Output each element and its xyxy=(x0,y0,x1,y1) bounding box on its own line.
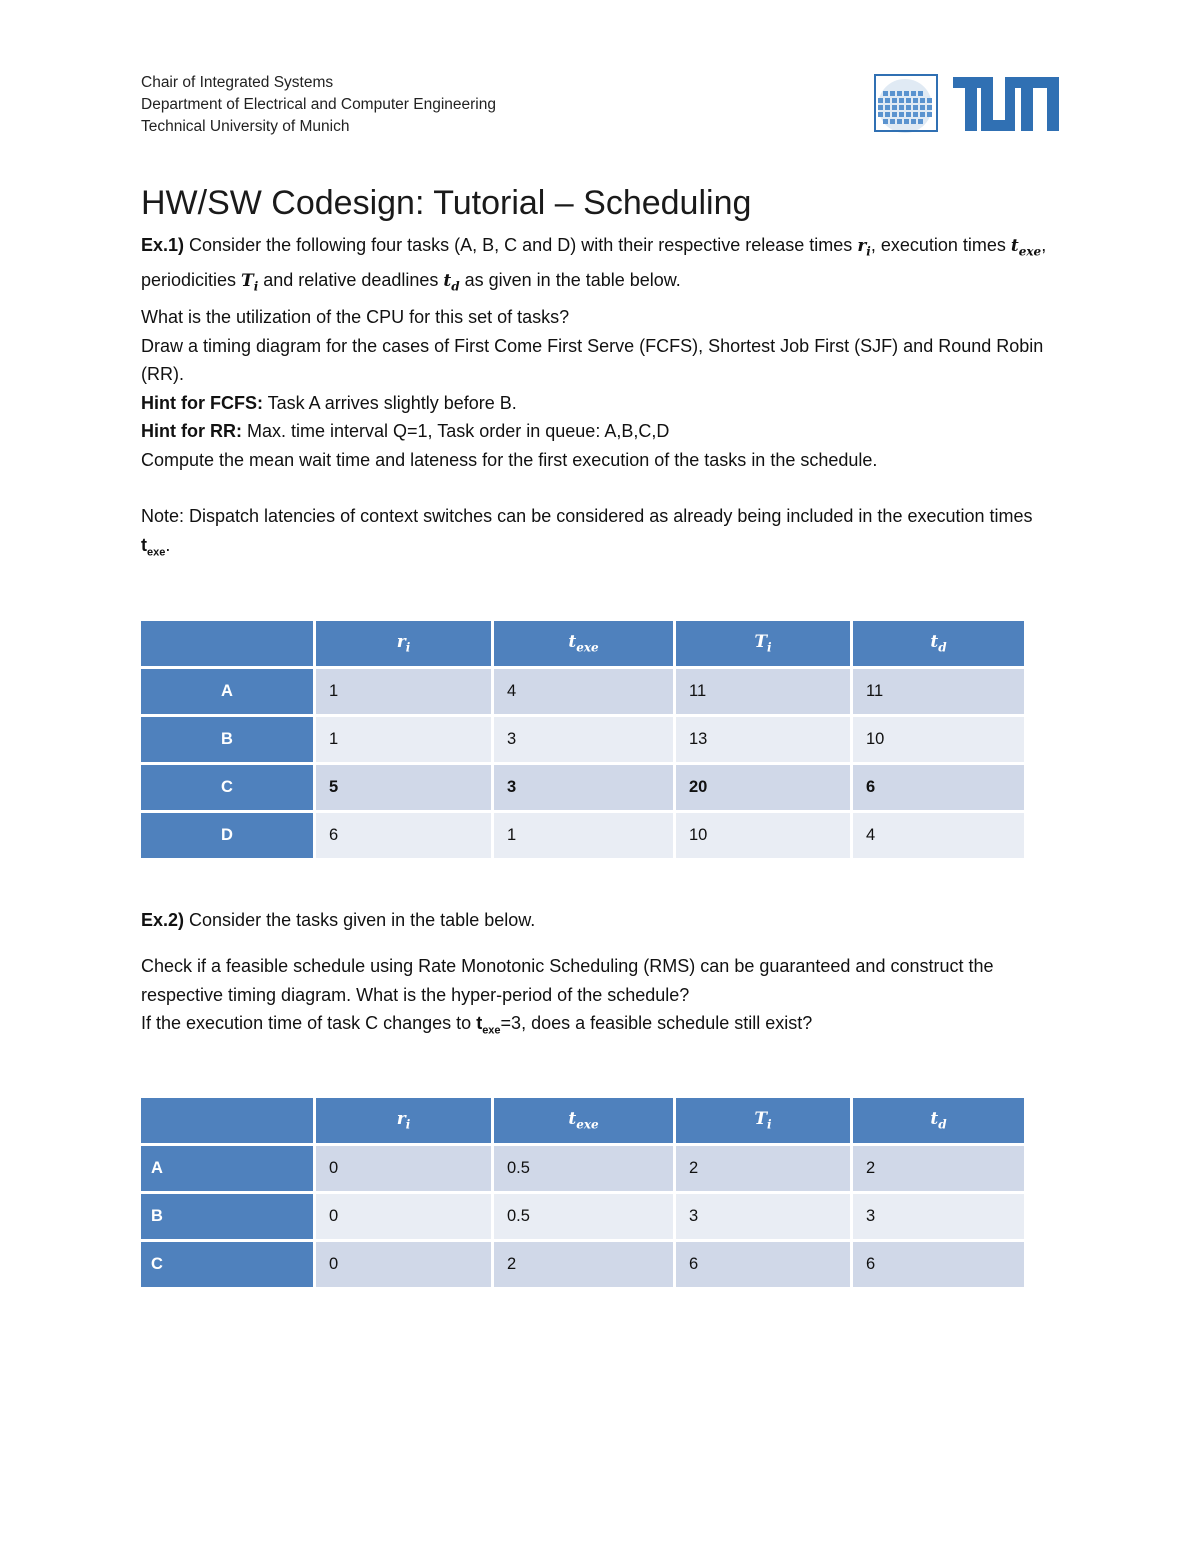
ex2-question-feasible: If the execution time of task C changes to $t_{exe}=3$, does a feasible schedule still exist? xyxy=(141,1013,813,1037)
execution-time-symbol: $t_{exe}$ xyxy=(1010,236,1042,259)
cell-exe: 1 xyxy=(494,813,673,858)
ex2-intro: Ex.2) Consider the tasks given in the table below. xyxy=(141,910,536,930)
cell-exe: 0.5 xyxy=(494,1194,673,1239)
ex1-question-timing: Draw a timing diagram for the cases of First Come First Serve (FCFS), Shortest Job First (SJF) and Round Robin (RR). xyxy=(141,335,1044,384)
ex1-note: Note: Dispatch latencies of context switches can be considered as already being included in the execution times $t_{exe}$. xyxy=(141,506,1033,559)
header-line-chair: Chair of Integrated Systems xyxy=(141,74,334,91)
row-label: A xyxy=(141,1146,313,1191)
cell-release: 0 xyxy=(316,1146,491,1191)
ex1-intro-text-c: , periodicities xyxy=(141,235,1047,290)
row-label: B xyxy=(141,1194,313,1239)
ex1-questions xyxy=(141,303,1051,474)
ex1-hint-rr: Hint for RR: Max. time interval Q=1, Task order in queue: A,B,C,D xyxy=(141,421,670,441)
header-period: $T_i$ xyxy=(676,621,850,666)
header-deadline: $t_d$ xyxy=(853,1098,1024,1143)
cell-exe: 3 xyxy=(494,717,673,762)
header-execution-time: $t_{exe}$ xyxy=(494,621,673,666)
table-header-row xyxy=(141,621,1024,666)
ex2-questions xyxy=(141,952,1051,1045)
cell-deadline: 3 xyxy=(853,1194,1024,1239)
tum-logo xyxy=(873,74,1063,134)
table-row xyxy=(141,1242,1024,1287)
cell-release: 5 xyxy=(316,765,491,810)
header-period: $T_i$ xyxy=(676,1098,850,1143)
cell-period: 2 xyxy=(676,1146,850,1191)
cell-period: 11 xyxy=(676,669,850,714)
period-symbol: $T_i$ xyxy=(241,270,259,294)
header-deadline: $t_d$ xyxy=(853,621,1024,666)
task-table-2 xyxy=(138,1095,1027,1290)
table-header-row xyxy=(141,1098,1024,1143)
table-row xyxy=(141,717,1024,762)
ex1-question-utilization: What is the utilization of the CPU for this set of tasks? xyxy=(141,307,570,327)
row-label: D xyxy=(141,813,313,858)
header-empty-cell xyxy=(141,1098,313,1143)
cell-deadline: 11 xyxy=(853,669,1024,714)
page-title: HW/SW Codesign: Tutorial – Scheduling xyxy=(141,184,752,222)
table-row xyxy=(141,1146,1024,1191)
header-line-university: Technical University of Munich xyxy=(141,118,350,135)
header-execution-time: $t_{exe}$ xyxy=(494,1098,673,1143)
cell-exe: 3 xyxy=(494,765,673,810)
deadline-symbol: $t_d$ xyxy=(443,270,460,294)
cell-release: 6 xyxy=(316,813,491,858)
ex2-label: Ex.2) xyxy=(141,910,185,930)
cell-deadline: 6 xyxy=(853,765,1024,810)
cell-exe: 4 xyxy=(494,669,673,714)
ex2-question-rms: Check if a feasible schedule using Rate Monotonic Scheduling (RMS) can be guaranteed and construct the respective timing diagram. What is the hyper-period of the schedule? xyxy=(141,956,994,1005)
row-label: C xyxy=(141,1242,313,1287)
ex1-intro-text-d: and relative deadlines xyxy=(258,269,444,290)
task-table-1 xyxy=(138,618,1027,861)
cell-exe: 2 xyxy=(494,1242,673,1287)
cell-release: 0 xyxy=(316,1242,491,1287)
table-row xyxy=(141,765,1024,810)
ex1-question-wait: Compute the mean wait time and lateness for the first execution of the tasks in the schedule. xyxy=(141,449,878,470)
cell-period: 20 xyxy=(676,765,850,810)
ex1-intro-text-b: , execution times xyxy=(870,235,1011,255)
ex1-intro-text-e: as given in the table below. xyxy=(459,269,681,290)
header-release-time: $r_i$ xyxy=(316,621,491,666)
row-label: A xyxy=(141,669,313,714)
cell-release: 1 xyxy=(316,669,491,714)
cell-exe: 0.5 xyxy=(494,1146,673,1191)
header-empty-cell xyxy=(141,621,313,666)
cell-deadline: 6 xyxy=(853,1242,1024,1287)
table-row xyxy=(141,813,1024,858)
table-row xyxy=(141,669,1024,714)
ex1-hint-fcfs: Hint for FCFS: Task A arrives slightly before B. xyxy=(141,392,517,413)
ex1-intro xyxy=(141,231,1051,301)
ex1-label: Ex.1) xyxy=(141,235,185,255)
cell-period: 13 xyxy=(676,717,850,762)
cell-period: 6 xyxy=(676,1242,850,1287)
cell-release: 1 xyxy=(316,717,491,762)
header-release-time: $r_i$ xyxy=(316,1098,491,1143)
header-line-department: Department of Electrical and Computer Engineering xyxy=(141,96,496,113)
cell-period: 3 xyxy=(676,1194,850,1239)
institution-header xyxy=(141,72,496,138)
cell-deadline: 2 xyxy=(853,1146,1024,1191)
cell-deadline: 4 xyxy=(853,813,1024,858)
cell-deadline: 10 xyxy=(853,717,1024,762)
cell-period: 10 xyxy=(676,813,850,858)
release-time-symbol: $r_i$ xyxy=(857,236,871,259)
row-label: B xyxy=(141,717,313,762)
table-row xyxy=(141,1194,1024,1239)
ex1-intro-text-a: Consider the following four tasks (A, B, C and D) with their respective release times xyxy=(184,235,858,255)
cell-release: 0 xyxy=(316,1194,491,1239)
row-label: C xyxy=(141,765,313,810)
